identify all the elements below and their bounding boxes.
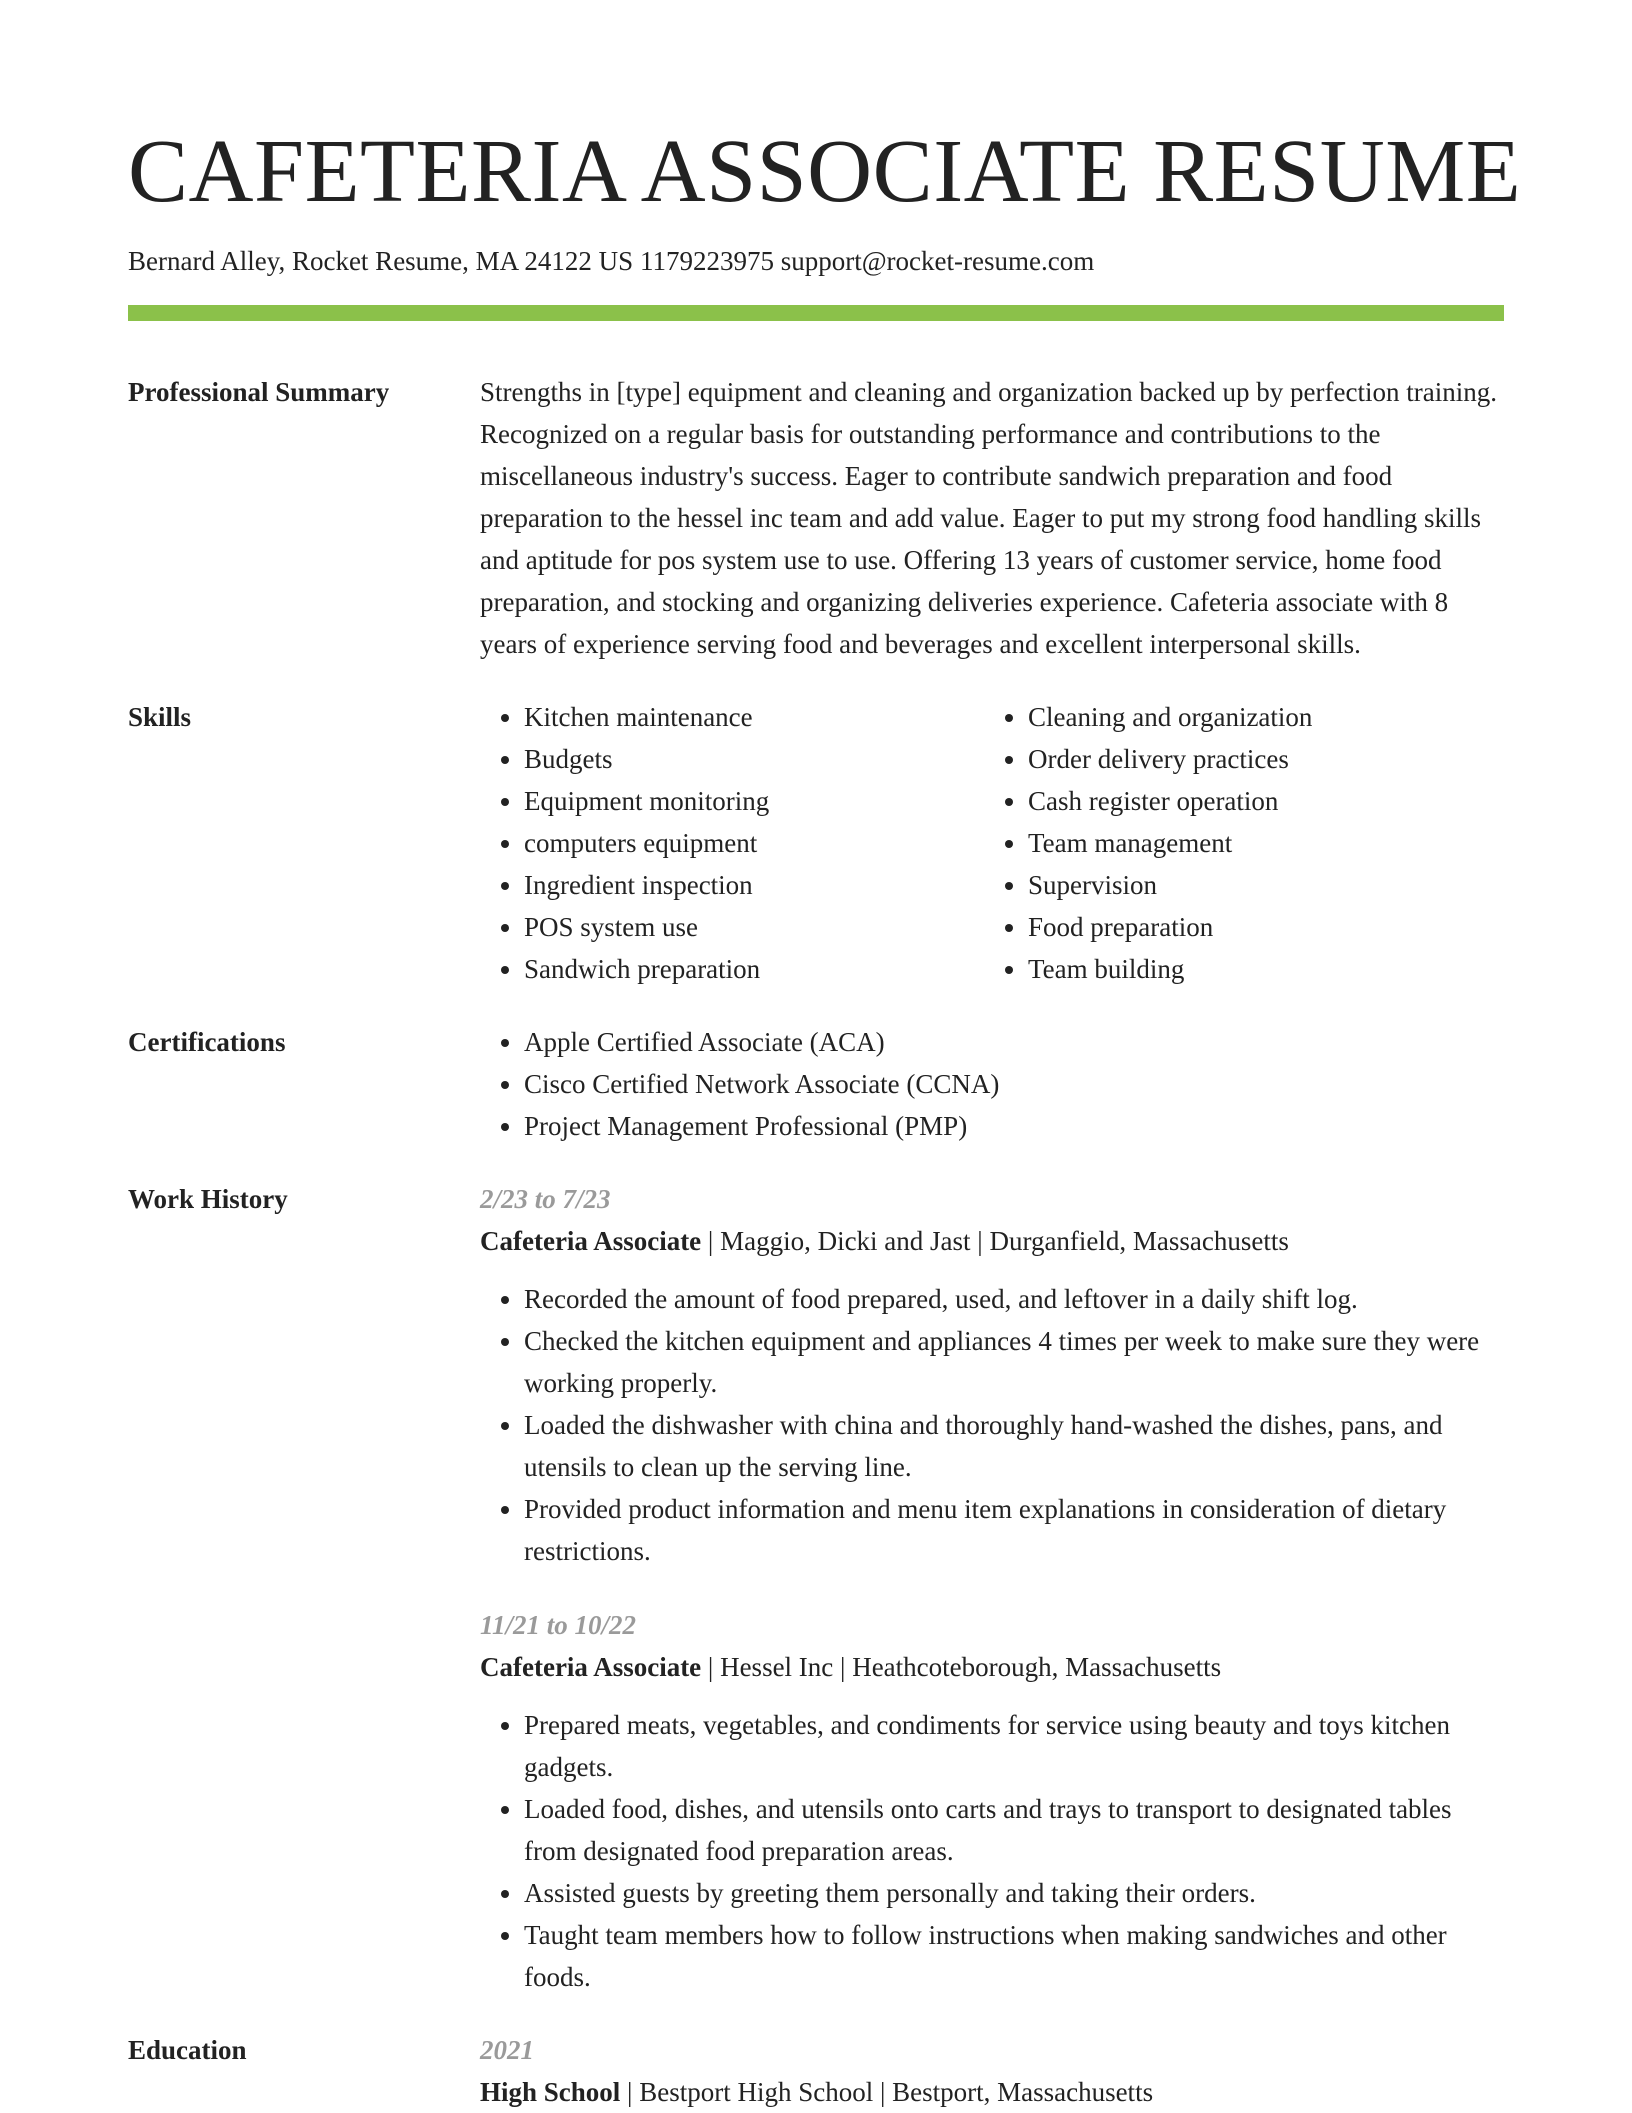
job-role: Cafeteria Associate: [480, 1226, 702, 1256]
job-bullets: [480, 1278, 1504, 1572]
job-dates: 2/23 to 7/23: [480, 1184, 611, 1214]
accent-divider: [128, 305, 1504, 321]
job-details: | Maggio, Dicki and Jast | Durganfield, Massachusetts: [701, 1226, 1289, 1256]
job-dates: 11/21 to 10/22: [480, 1610, 637, 1640]
job-bullet: • Recorded the amount of food prepared, used, and leftover in a daily shift log.: [524, 1278, 1504, 1320]
skills-list-right: [984, 696, 1488, 990]
education-section: [128, 2029, 1504, 2113]
summary-section: [128, 371, 1504, 665]
certifications-list: [480, 1021, 1504, 1147]
job-title-line: [480, 1646, 1504, 1688]
certification-item: • Apple Certified Associate (ACA): [524, 1021, 1504, 1063]
resume-title: CAFETERIA ASSOCIATE RESUME: [128, 122, 1522, 221]
job-bullet: • Checked the kitchen equipment and appliances 4 times per week to make sure they were working properly.: [524, 1320, 1504, 1404]
skills-section: [128, 696, 1504, 990]
skills-list-left: [480, 696, 984, 990]
skill-item: • computers equipment: [524, 822, 984, 864]
skill-item: • Kitchen maintenance: [524, 696, 984, 738]
skill-item: • Order delivery practices: [1028, 738, 1488, 780]
certifications-section: [128, 1021, 1504, 1147]
skill-item: • Food preparation: [1028, 906, 1488, 948]
summary-text: Strengths in [type] equipment and cleaning and organization backed up by perfection training. Recognized on a regular basis for outstanding performance and contributions to the miscellaneous industry's success. Eager to contribute sandwich preparation and food preparation to the hessel inc team and add value. Eager to put my strong food handling skills and aptitude for pos system use to use. Offering 13 years of customer service, home food preparation, and stocking and organizing deliveries experience. Cafeteria associate with 8 years of experience serving food and beverages and excellent interpersonal skills.: [480, 377, 1497, 659]
job-details: | Hessel Inc | Heathcoteborough, Massachusetts: [701, 1652, 1222, 1682]
job-entry: [480, 1178, 1504, 1572]
skills-label: Skills: [128, 702, 192, 732]
contact-line: Bernard Alley, Rocket Resume, MA 24122 US 1179223975 support@rocket-resume.com: [128, 246, 1095, 276]
education-details: | Bestport High School | Bestport, Massachusetts: [620, 2077, 1154, 2107]
skill-item: • Team building: [1028, 948, 1488, 990]
job-bullet: • Provided product information and menu item explanations in consideration of dietary restrictions.: [524, 1488, 1504, 1572]
work-history-section: [128, 1178, 1504, 2030]
job-bullet: • Taught team members how to follow instructions when making sandwiches and other foods.: [524, 1914, 1504, 1998]
skill-item: • Cash register operation: [1028, 780, 1488, 822]
skill-item: • Budgets: [524, 738, 984, 780]
job-role: Cafeteria Associate: [480, 1652, 702, 1682]
summary-label: Professional Summary: [128, 377, 390, 407]
skill-item: • POS system use: [524, 906, 984, 948]
skill-item: • Team management: [1028, 822, 1488, 864]
work-history-content: [480, 1178, 1504, 2030]
job-bullet: • Assisted guests by greeting them personally and taking their orders.: [524, 1872, 1504, 1914]
work-history-label: Work History: [128, 1184, 288, 1214]
education-degree: High School: [480, 2077, 621, 2107]
job-title-line: [480, 1220, 1504, 1262]
skill-item: • Ingredient inspection: [524, 864, 984, 906]
job-bullets: [480, 1704, 1504, 1998]
education-line: [480, 2071, 1504, 2113]
skill-item: • Cleaning and organization: [1028, 696, 1488, 738]
certifications-label: Certifications: [128, 1027, 286, 1057]
certification-item: • Project Management Professional (PMP): [524, 1105, 1504, 1147]
skill-item: • Equipment monitoring: [524, 780, 984, 822]
certification-item: • Cisco Certified Network Associate (CCNA): [524, 1063, 1504, 1105]
job-bullet: • Prepared meats, vegetables, and condiments for service using beauty and toys kitchen gadgets.: [524, 1704, 1504, 1788]
job-entry: [480, 1604, 1504, 1998]
skill-item: • Supervision: [1028, 864, 1488, 906]
job-bullet: • Loaded the dishwasher with china and thoroughly hand-washed the dishes, pans, and utensils to clean up the serving line.: [524, 1404, 1504, 1488]
resume-page: [128, 0, 1522, 2113]
job-bullet: • Loaded food, dishes, and utensils onto carts and trays to transport to designated tables from designated food preparation areas.: [524, 1788, 1504, 1872]
education-dates: 2021: [480, 2035, 534, 2065]
skill-item: • Sandwich preparation: [524, 948, 984, 990]
education-label: Education: [128, 2035, 247, 2065]
